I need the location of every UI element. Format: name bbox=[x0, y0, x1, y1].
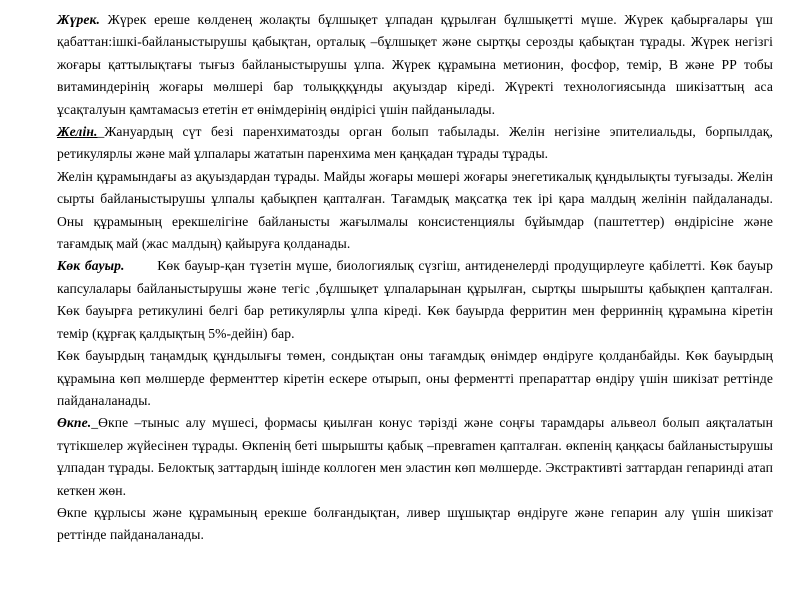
paragraph-udder-composition-text: Желін құрамындағы аз ақуыздардан тұрады. Майды жоғары мөшері жоғары энегетикалық құндылықты туғызады. Желін сырты байланыстырушы ұлпалы қабықпен қапталған. Тағамдық мақсатқа тек ірі қара малдың желінін пайдаланады. Оны құрамының ерекшелігіне байланысты жағылмалы консистенциялы бұйымдар (паштеттер) өндірісіне және тағамдық май (жас малдың) қайыруға қолданады. bbox=[57, 168, 773, 252]
paragraph-lung-text: _Өкпе –тыныс алу мүшесі, формасы қиылған конус тәрізді және соңғы тарамдары альвеол болып аяқталатын түтікшелер жүйесінен тұрады. Өкпенің беті шырышты қабық –превramен қапталған. өкпенің қаңқасы байланыстырушы ұлпадан тұрады. Белоктық заттардың ішінде коллоген мен эластин көп мөлшерде. Экстрактивті заттардан гепаринді атап кеткен жөн. bbox=[57, 415, 773, 498]
term-lung: Өкпе. bbox=[57, 415, 92, 431]
paragraph-udder-text: _Жануардың сүт безі паренхиматозды орган болып табылады. Желін негізіне эпителиальды, борпылдақ, ретикулярлы және май ұлпалары жататын паренхима мен қаңқадан тұрады тұрады. bbox=[57, 124, 773, 162]
term-heart: Жүрек. bbox=[57, 12, 100, 27]
paragraph-udder-composition bbox=[57, 166, 773, 256]
paragraph-spleen-text: Көк бауыр-қан түзетін мүше, биологиялық сүзгіш, антиденелерді продущирлеуге қабілетті. Көк бауыр капсулалары байланыстырушы және тегіс ,бұлшықет ұлпаларынан құрылған, сыртқы шырышты қабықпен қапталған. Көк бауырға ретикулині белгі бар ретикулярлы ұлпа кіреді. Көк бауырда ферритин мен ферриннің құрамына кіретін темір (құрғақ қалдықтың 5%-дейін) бар. bbox=[57, 258, 780, 341]
paragraph-spleen-value bbox=[57, 345, 773, 412]
paragraph-heart-text: Жүрек ереше көлденең жолақты бұлшықет ұлпадан құрылған бұлшықетті мүше. Жүрек қабырғалары үш қабаттан:ішкі-байланыстырушы қабықтан, орталық –бұлшықет және сыртқы серозды қабықтан тұрады. Жүрек негізгі жоғары қаттылықтағы тығыз байланыстырушы ұлпа. Жүрек құрамына метионин, фосфор, темір, В және РР тобы витаминдерінің жоғары мөлшері бар толықққұнды ақуыздар кіреді. Жүректі технологиясында шикізаттың аса ұсақталуын қамтамасыз ететін ет өнімдерінің өндірісі үшін пайданылады. bbox=[57, 12, 773, 117]
paragraph-spleen-value-text: Көк бауырдың таңамдық құндылығы төмен, сондықтан оны тағамдық өнімдер өндіруге қолданбайды. Көк бауырдың құрамына көп мөлшерде ферменттер кіретін ескере отырып, оны ферментті препараттар өндіру үшін шикізат реттінде пайданаланады. bbox=[57, 348, 773, 408]
paragraph-lung-usage-text: Өкпе құрлысы және құрамының ерекше болғандықтан, ливер шұшықтар өндіруге және гепарин алу үшін шикізат реттінде пайданаланады. bbox=[57, 504, 773, 543]
paragraph-lung-usage bbox=[57, 502, 773, 547]
paragraph-lung bbox=[57, 412, 773, 502]
term-spleen: Көк бауыр. bbox=[57, 258, 125, 274]
term-udder: Желін. bbox=[57, 124, 98, 140]
paragraph-heart bbox=[57, 9, 773, 121]
paragraph-udder bbox=[57, 121, 773, 166]
paragraph-spleen bbox=[57, 255, 780, 345]
